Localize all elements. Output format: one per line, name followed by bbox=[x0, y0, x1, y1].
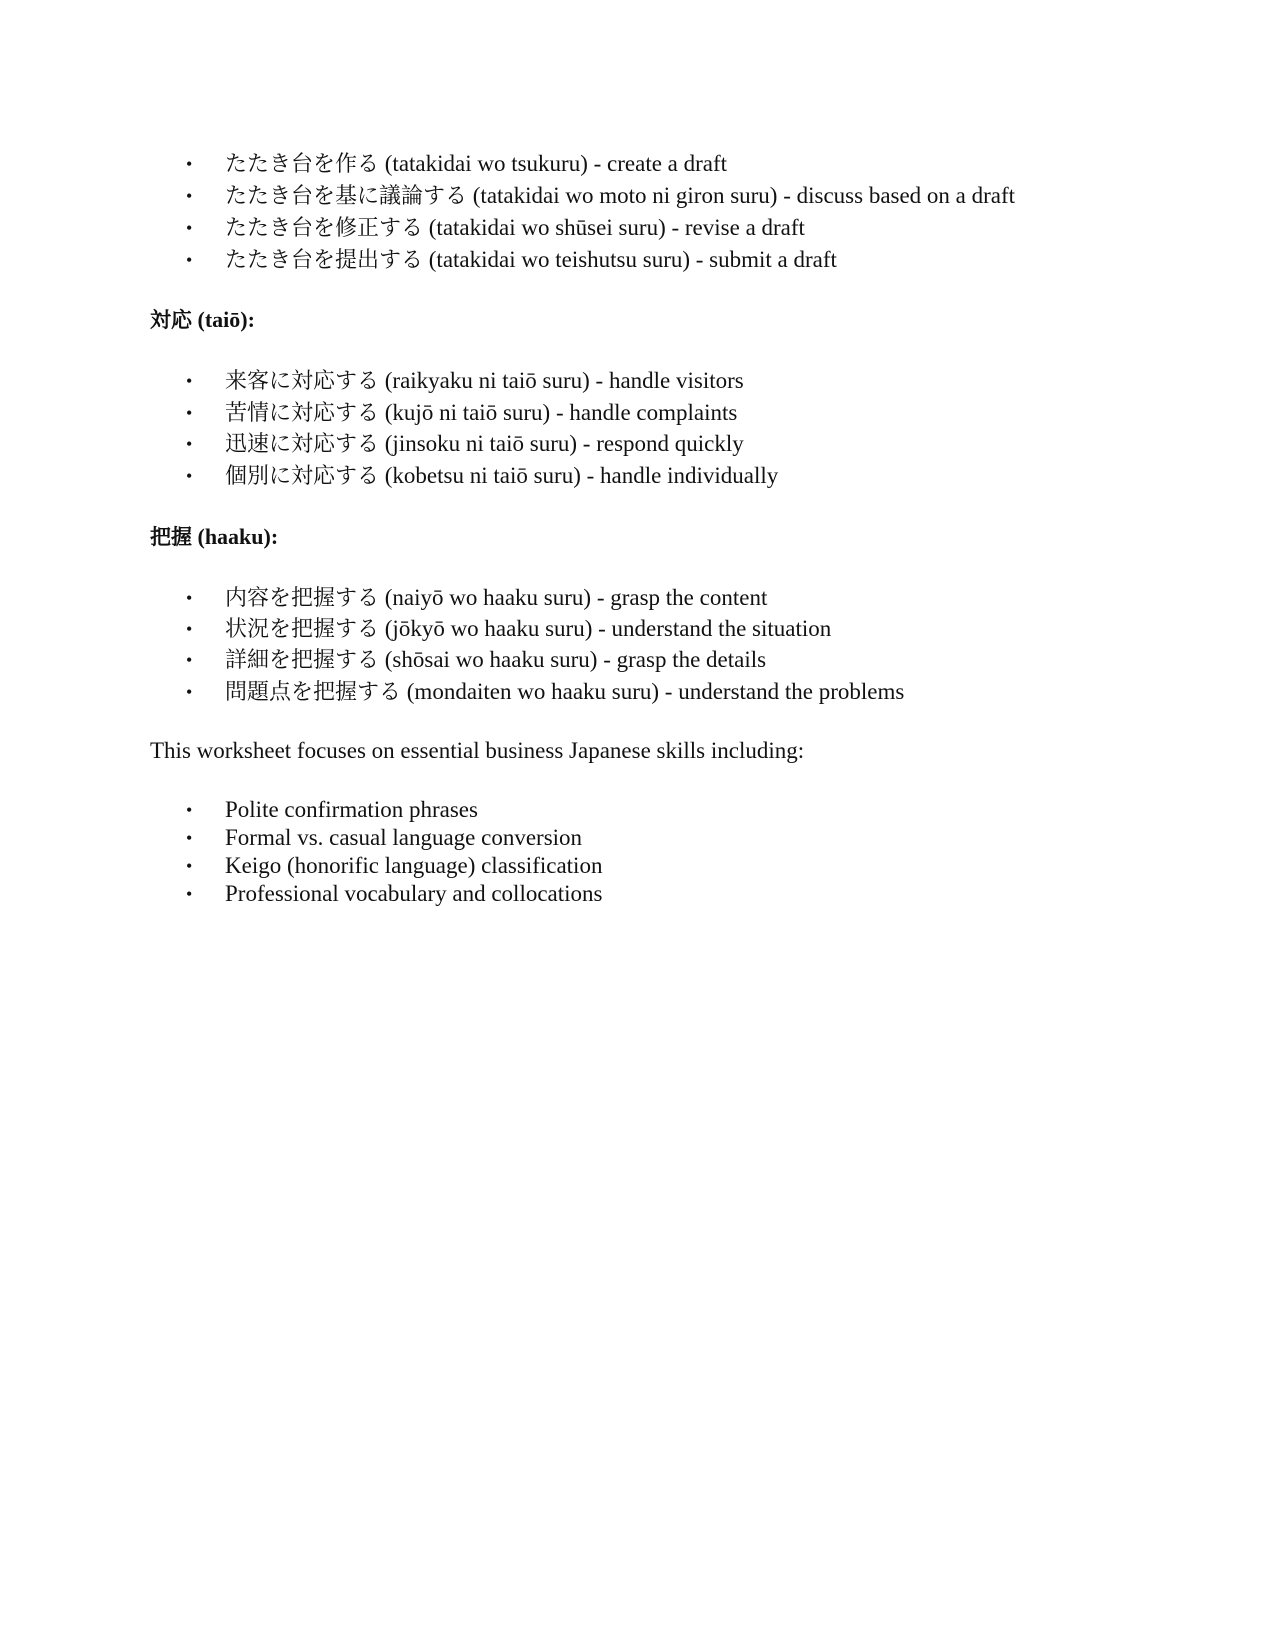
heading-japanese: 把握 bbox=[150, 525, 192, 549]
term-gloss: (shōsai wo haaku suru) - grasp the details bbox=[379, 647, 767, 672]
term-gloss: (raikyaku ni taiō suru) - handle visitors bbox=[379, 368, 744, 393]
bullet-icon: • bbox=[186, 800, 193, 820]
heading-japanese: 対応 bbox=[150, 308, 192, 332]
bullet-icon: • bbox=[186, 884, 193, 904]
term-gloss: (tatakidai wo teishutsu suru) - submit a draft bbox=[423, 247, 837, 272]
japanese-term: たたき台を基に議論する bbox=[225, 184, 468, 209]
japanese-term: 問題点を把握する bbox=[225, 680, 402, 705]
section-heading-haaku bbox=[150, 522, 278, 552]
term-gloss: (mondaiten wo haaku suru) - understand the problems bbox=[401, 679, 905, 704]
japanese-term: 来客に対応する bbox=[225, 369, 380, 394]
japanese-term: たたき台を修正する bbox=[225, 216, 424, 241]
japanese-term: たたき台を提出する bbox=[225, 248, 424, 273]
term-gloss: (tatakidai wo tsukuru) - create a draft bbox=[379, 151, 728, 176]
bullet-icon: • bbox=[186, 250, 193, 270]
japanese-term: 状況を把握する bbox=[225, 617, 380, 642]
term-gloss: (kujō ni taiō suru) - handle complaints bbox=[379, 400, 738, 425]
bullet-icon: • bbox=[186, 154, 193, 174]
skill-text: Professional vocabulary and collocations bbox=[225, 881, 603, 906]
skill-text: Keigo (honorific language) classification bbox=[225, 853, 603, 878]
bullet-icon: • bbox=[186, 828, 193, 848]
term-gloss: (kobetsu ni taiō suru) - handle individually bbox=[379, 463, 779, 488]
summary-paragraph: This worksheet focuses on essential business Japanese skills including: bbox=[150, 738, 805, 763]
term-gloss: (jinsoku ni taiō suru) - respond quickly bbox=[379, 431, 744, 456]
japanese-term: 個別に対応する bbox=[225, 464, 380, 489]
heading-reading: (taiō): bbox=[192, 307, 255, 332]
bullet-icon: • bbox=[186, 218, 193, 238]
section-heading-taio bbox=[150, 305, 255, 335]
bullet-icon: • bbox=[186, 186, 193, 206]
japanese-term: 迅速に対応する bbox=[225, 432, 380, 457]
skill-text: Polite confirmation phrases bbox=[225, 797, 478, 822]
bullet-icon: • bbox=[186, 466, 193, 486]
japanese-term: 内容を把握する bbox=[225, 586, 380, 611]
bullet-icon: • bbox=[186, 434, 193, 454]
bullet-icon: • bbox=[186, 588, 193, 608]
heading-reading: (haaku): bbox=[192, 524, 279, 549]
term-gloss: (jōkyō wo haaku suru) - understand the situation bbox=[379, 616, 832, 641]
japanese-term: たたき台を作る bbox=[225, 152, 380, 177]
bullet-icon: • bbox=[186, 856, 193, 876]
bullet-icon: • bbox=[186, 403, 193, 423]
skill-text: Formal vs. casual language conversion bbox=[225, 825, 583, 850]
term-gloss: (tatakidai wo moto ni giron suru) - discuss based on a draft bbox=[467, 183, 1016, 208]
term-gloss: (naiyō wo haaku suru) - grasp the content bbox=[379, 585, 768, 610]
bullet-icon: • bbox=[186, 371, 193, 391]
bullet-icon: • bbox=[186, 650, 193, 670]
bullet-icon: • bbox=[186, 619, 193, 639]
japanese-term: 詳細を把握する bbox=[225, 648, 380, 673]
bullet-icon: • bbox=[186, 682, 193, 702]
term-gloss: (tatakidai wo shūsei suru) - revise a draft bbox=[423, 215, 805, 240]
japanese-term: 苦情に対応する bbox=[225, 401, 380, 426]
